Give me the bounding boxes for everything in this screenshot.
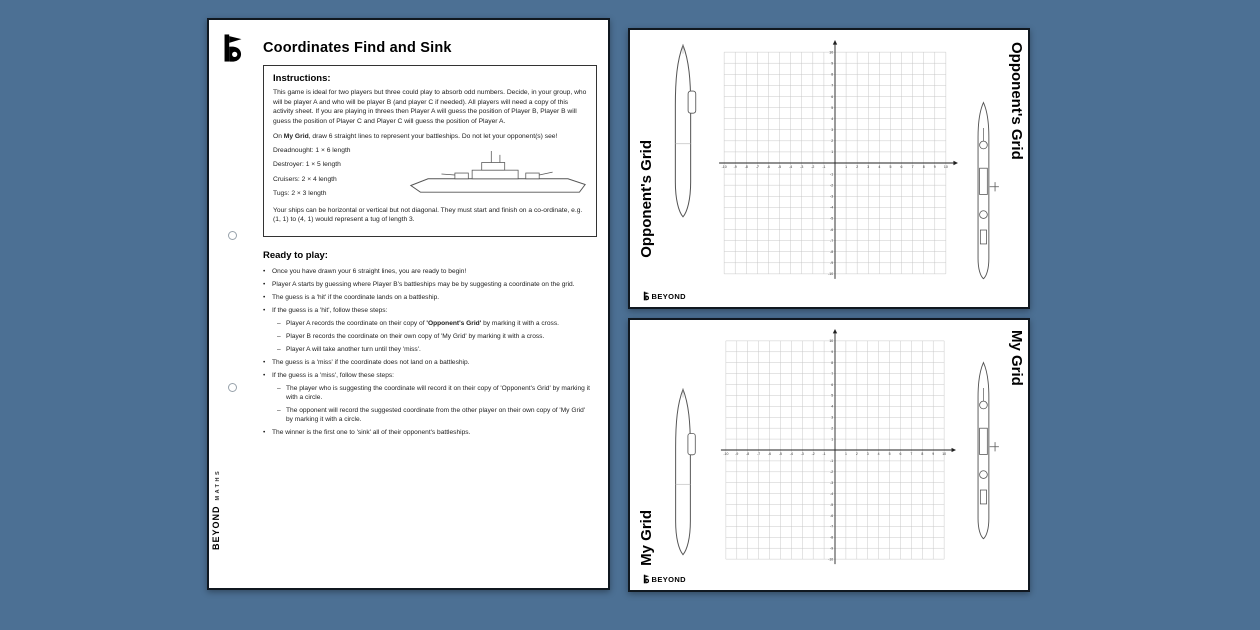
instructions-paragraph: This game is ideal for two players but three could play to absorb odd numbers. Decide, in your group, who will be player A and who will be player B (and player C if needed). All players will need a copy of this activity sheet. If you are playing in threes then Player A will guess the position of Player B, Player B will guess the position of Player C and Player C will guess the position of Player A. (273, 89, 587, 126)
bullet-marker: • (263, 358, 266, 366)
svg-text:10: 10 (829, 50, 834, 55)
svg-text:10: 10 (943, 165, 948, 170)
svg-text:-8: -8 (830, 535, 834, 540)
sub-list-item (277, 319, 590, 328)
battleship-illustration-vertical (968, 336, 1002, 566)
svg-text:7: 7 (831, 371, 834, 376)
svg-text:9: 9 (932, 451, 935, 456)
dash-marker: – (277, 319, 281, 327)
svg-text:-6: -6 (766, 165, 771, 170)
beyond-logo-icon (643, 291, 650, 301)
list-item (263, 306, 590, 315)
grid-label-left: Opponent's Grid (638, 140, 655, 258)
brand-sub-word: MATHS (215, 468, 221, 501)
svg-text:4: 4 (877, 451, 880, 456)
svg-text:-7: -7 (757, 451, 761, 456)
svg-text:1: 1 (831, 150, 834, 155)
bullet-marker: • (263, 268, 266, 276)
list-item (263, 358, 590, 367)
dash-marker: – (277, 406, 281, 414)
svg-text:-2: -2 (811, 165, 815, 170)
svg-text:-6: -6 (767, 451, 772, 456)
coordinate-grid[interactable] (708, 35, 962, 291)
svg-text:3: 3 (866, 451, 869, 456)
brand-word: BEYOND (651, 574, 686, 584)
bullet-marker: • (263, 293, 266, 301)
list-item-text: Once you have drawn your 6 straight lines, you are ready to begin! (272, 268, 467, 276)
svg-text:5: 5 (831, 393, 834, 398)
svg-text:-2: -2 (830, 470, 834, 475)
list-item (263, 267, 590, 276)
svg-text:1: 1 (845, 165, 848, 170)
svg-text:2: 2 (856, 165, 859, 170)
svg-text:-8: -8 (746, 451, 750, 456)
svg-text:-8: -8 (744, 165, 748, 170)
instructions-paragraph: On My Grid, draw 6 straight lines to represent your battleships. Do not let your opponent(s) see! (273, 132, 558, 140)
coordinate-grid[interactable] (708, 325, 962, 575)
svg-text:6: 6 (831, 382, 834, 387)
list-item-text: If the guess is a 'miss', follow these steps: (272, 371, 394, 379)
beyond-logo-icon (643, 574, 650, 584)
grid-label-right: My Grid (1008, 330, 1025, 386)
svg-text:-4: -4 (830, 205, 834, 210)
beyond-logo-icon (222, 33, 244, 63)
svg-text:-10: -10 (828, 557, 834, 562)
instructions-page (207, 18, 610, 590)
svg-text:4: 4 (831, 404, 834, 409)
hole-punch (228, 231, 237, 240)
sub-list-item (277, 406, 590, 425)
ship-spec: Cruisers: 2 × 4 length (273, 175, 337, 183)
svg-text:-2: -2 (811, 451, 815, 456)
svg-text:1: 1 (831, 437, 834, 442)
svg-text:-3: -3 (830, 194, 834, 199)
list-item (263, 293, 590, 302)
list-item (263, 371, 590, 380)
list-item-text: Player A will take another turn until they 'miss'. (286, 345, 421, 353)
list-item-text: The player who is suggesting the coordinate will record it on their copy of 'Opponent's Grid' by marking it with a circle. (286, 384, 590, 401)
svg-text:2: 2 (831, 426, 834, 431)
instructions-heading: Instructions: (273, 73, 331, 84)
svg-text:9: 9 (831, 61, 834, 66)
svg-text:-10: -10 (721, 165, 727, 170)
dash-marker: – (277, 332, 281, 340)
list-item-text: The winner is the first one to 'sink' all of their opponent's battleships. (272, 429, 471, 437)
beyond-brand (643, 291, 686, 301)
list-item-text: The guess is a 'miss' if the coordinate does not land on a battleship. (272, 358, 470, 366)
list-item-text: Player B records the coordinate on their own copy of 'My Grid' by marking it with a cross. (286, 332, 545, 340)
battleship-illustration (407, 149, 589, 199)
svg-text:6: 6 (900, 165, 903, 170)
list-item-text: The guess is a 'hit' if the coordinate lands on a battleship. (272, 293, 440, 301)
list-item (263, 280, 590, 289)
beyond-brand (643, 574, 686, 584)
svg-text:-8: -8 (830, 250, 834, 255)
hole-punch (228, 383, 237, 392)
list-item-text: Player A starts by guessing where Player B's battleships may be by suggesting a coordinate on the grid. (272, 280, 575, 288)
svg-text:-1: -1 (830, 459, 834, 464)
svg-text:-3: -3 (830, 481, 834, 486)
list-item-text: If the guess is a 'hit', follow these steps: (272, 306, 388, 314)
svg-text:4: 4 (831, 116, 834, 121)
svg-text:10: 10 (829, 339, 834, 344)
grid-label-left: My Grid (638, 510, 655, 566)
svg-text:-5: -5 (830, 216, 834, 221)
svg-text:-6: -6 (830, 227, 834, 232)
svg-text:-7: -7 (755, 165, 759, 170)
opponents-grid-page (628, 28, 1030, 309)
svg-text:2: 2 (855, 451, 858, 456)
svg-text:-10: -10 (723, 451, 729, 456)
svg-text:8: 8 (921, 451, 924, 456)
svg-text:1: 1 (844, 451, 847, 456)
svg-text:8: 8 (831, 72, 834, 77)
svg-text:-9: -9 (735, 451, 739, 456)
list-item (263, 428, 590, 437)
svg-text:-9: -9 (733, 165, 737, 170)
svg-text:-5: -5 (777, 165, 782, 170)
my-grid-page (628, 318, 1030, 592)
dash-marker: – (277, 345, 281, 353)
instructions-box (263, 65, 597, 237)
submarine-illustration (666, 386, 700, 558)
dash-marker: – (277, 384, 281, 392)
svg-text:-7: -7 (830, 524, 834, 529)
svg-text:7: 7 (831, 83, 834, 88)
svg-text:9: 9 (933, 165, 936, 170)
bullet-marker: • (263, 280, 266, 288)
sub-list-item (277, 384, 590, 403)
svg-text:3: 3 (867, 165, 870, 170)
beyond-brand-vertical (211, 469, 221, 550)
svg-text:8: 8 (922, 165, 925, 170)
instructions-paragraph: Your ships can be horizontal or vertical but not diagonal. They must start and finish on a co-ordinate, e.g. (1, 1) to (4, 1) would represent a tug of length 3. (273, 206, 583, 224)
svg-text:-1: -1 (822, 451, 826, 456)
bullet-marker: • (263, 429, 266, 437)
svg-text:-4: -4 (789, 451, 793, 456)
svg-text:-2: -2 (830, 183, 834, 188)
brand-word: BEYOND (211, 505, 221, 550)
svg-text:-4: -4 (789, 165, 793, 170)
svg-text:5: 5 (831, 105, 834, 110)
svg-text:5: 5 (889, 165, 892, 170)
svg-text:-10: -10 (828, 272, 834, 277)
coordinate-grid-wrap (708, 325, 962, 575)
svg-text:6: 6 (899, 451, 902, 456)
list-item-text: The opponent will record the suggested coordinate from the other player on their own copy of 'My Grid' by marking it with a circle. (286, 406, 586, 424)
svg-text:-6: -6 (830, 513, 834, 518)
svg-text:2: 2 (831, 139, 834, 144)
ship-spec: Tugs: 2 × 3 length (273, 190, 327, 198)
svg-text:-9: -9 (830, 261, 834, 266)
sub-list-item (277, 345, 590, 354)
svg-text:7: 7 (910, 451, 913, 456)
ship-spec: Dreadnought: 1 × 6 length (273, 146, 351, 154)
sub-list-item (277, 332, 590, 341)
svg-text:-7: -7 (830, 238, 834, 243)
svg-text:-5: -5 (778, 451, 782, 456)
brand-word: BEYOND (651, 291, 686, 301)
svg-text:-1: -1 (830, 172, 834, 177)
svg-text:-3: -3 (800, 165, 804, 170)
coordinate-grid-wrap (708, 35, 962, 291)
ready-list (263, 267, 590, 438)
page-title: Coordinates Find and Sink (263, 40, 452, 56)
svg-text:-4: -4 (830, 491, 834, 496)
svg-text:10: 10 (942, 451, 947, 456)
svg-text:-1: -1 (822, 165, 826, 170)
svg-text:9: 9 (831, 350, 834, 355)
ready-heading: Ready to play: (263, 250, 328, 262)
battleship-illustration-vertical (968, 82, 1002, 300)
grid-label-right: Opponent's Grid (1008, 42, 1025, 160)
bullet-marker: • (263, 371, 266, 379)
svg-text:8: 8 (831, 360, 834, 365)
page-content (263, 40, 590, 441)
svg-text:-5: -5 (830, 502, 834, 507)
svg-text:3: 3 (831, 128, 834, 133)
svg-text:6: 6 (831, 94, 834, 99)
svg-text:-9: -9 (830, 546, 834, 551)
bullet-marker: • (263, 306, 266, 314)
svg-text:-3: -3 (800, 451, 804, 456)
ship-spec: Destroyer: 1 × 5 length (273, 161, 341, 169)
submarine-illustration (666, 38, 700, 224)
svg-text:7: 7 (911, 165, 914, 170)
svg-text:5: 5 (888, 451, 891, 456)
ship-specs-row (273, 147, 587, 203)
list-item-text: Player A records the coordinate on their copy of 'Opponent's Grid' by marking it with a cross. (286, 319, 559, 327)
svg-text:4: 4 (878, 165, 881, 170)
svg-text:3: 3 (831, 415, 834, 420)
